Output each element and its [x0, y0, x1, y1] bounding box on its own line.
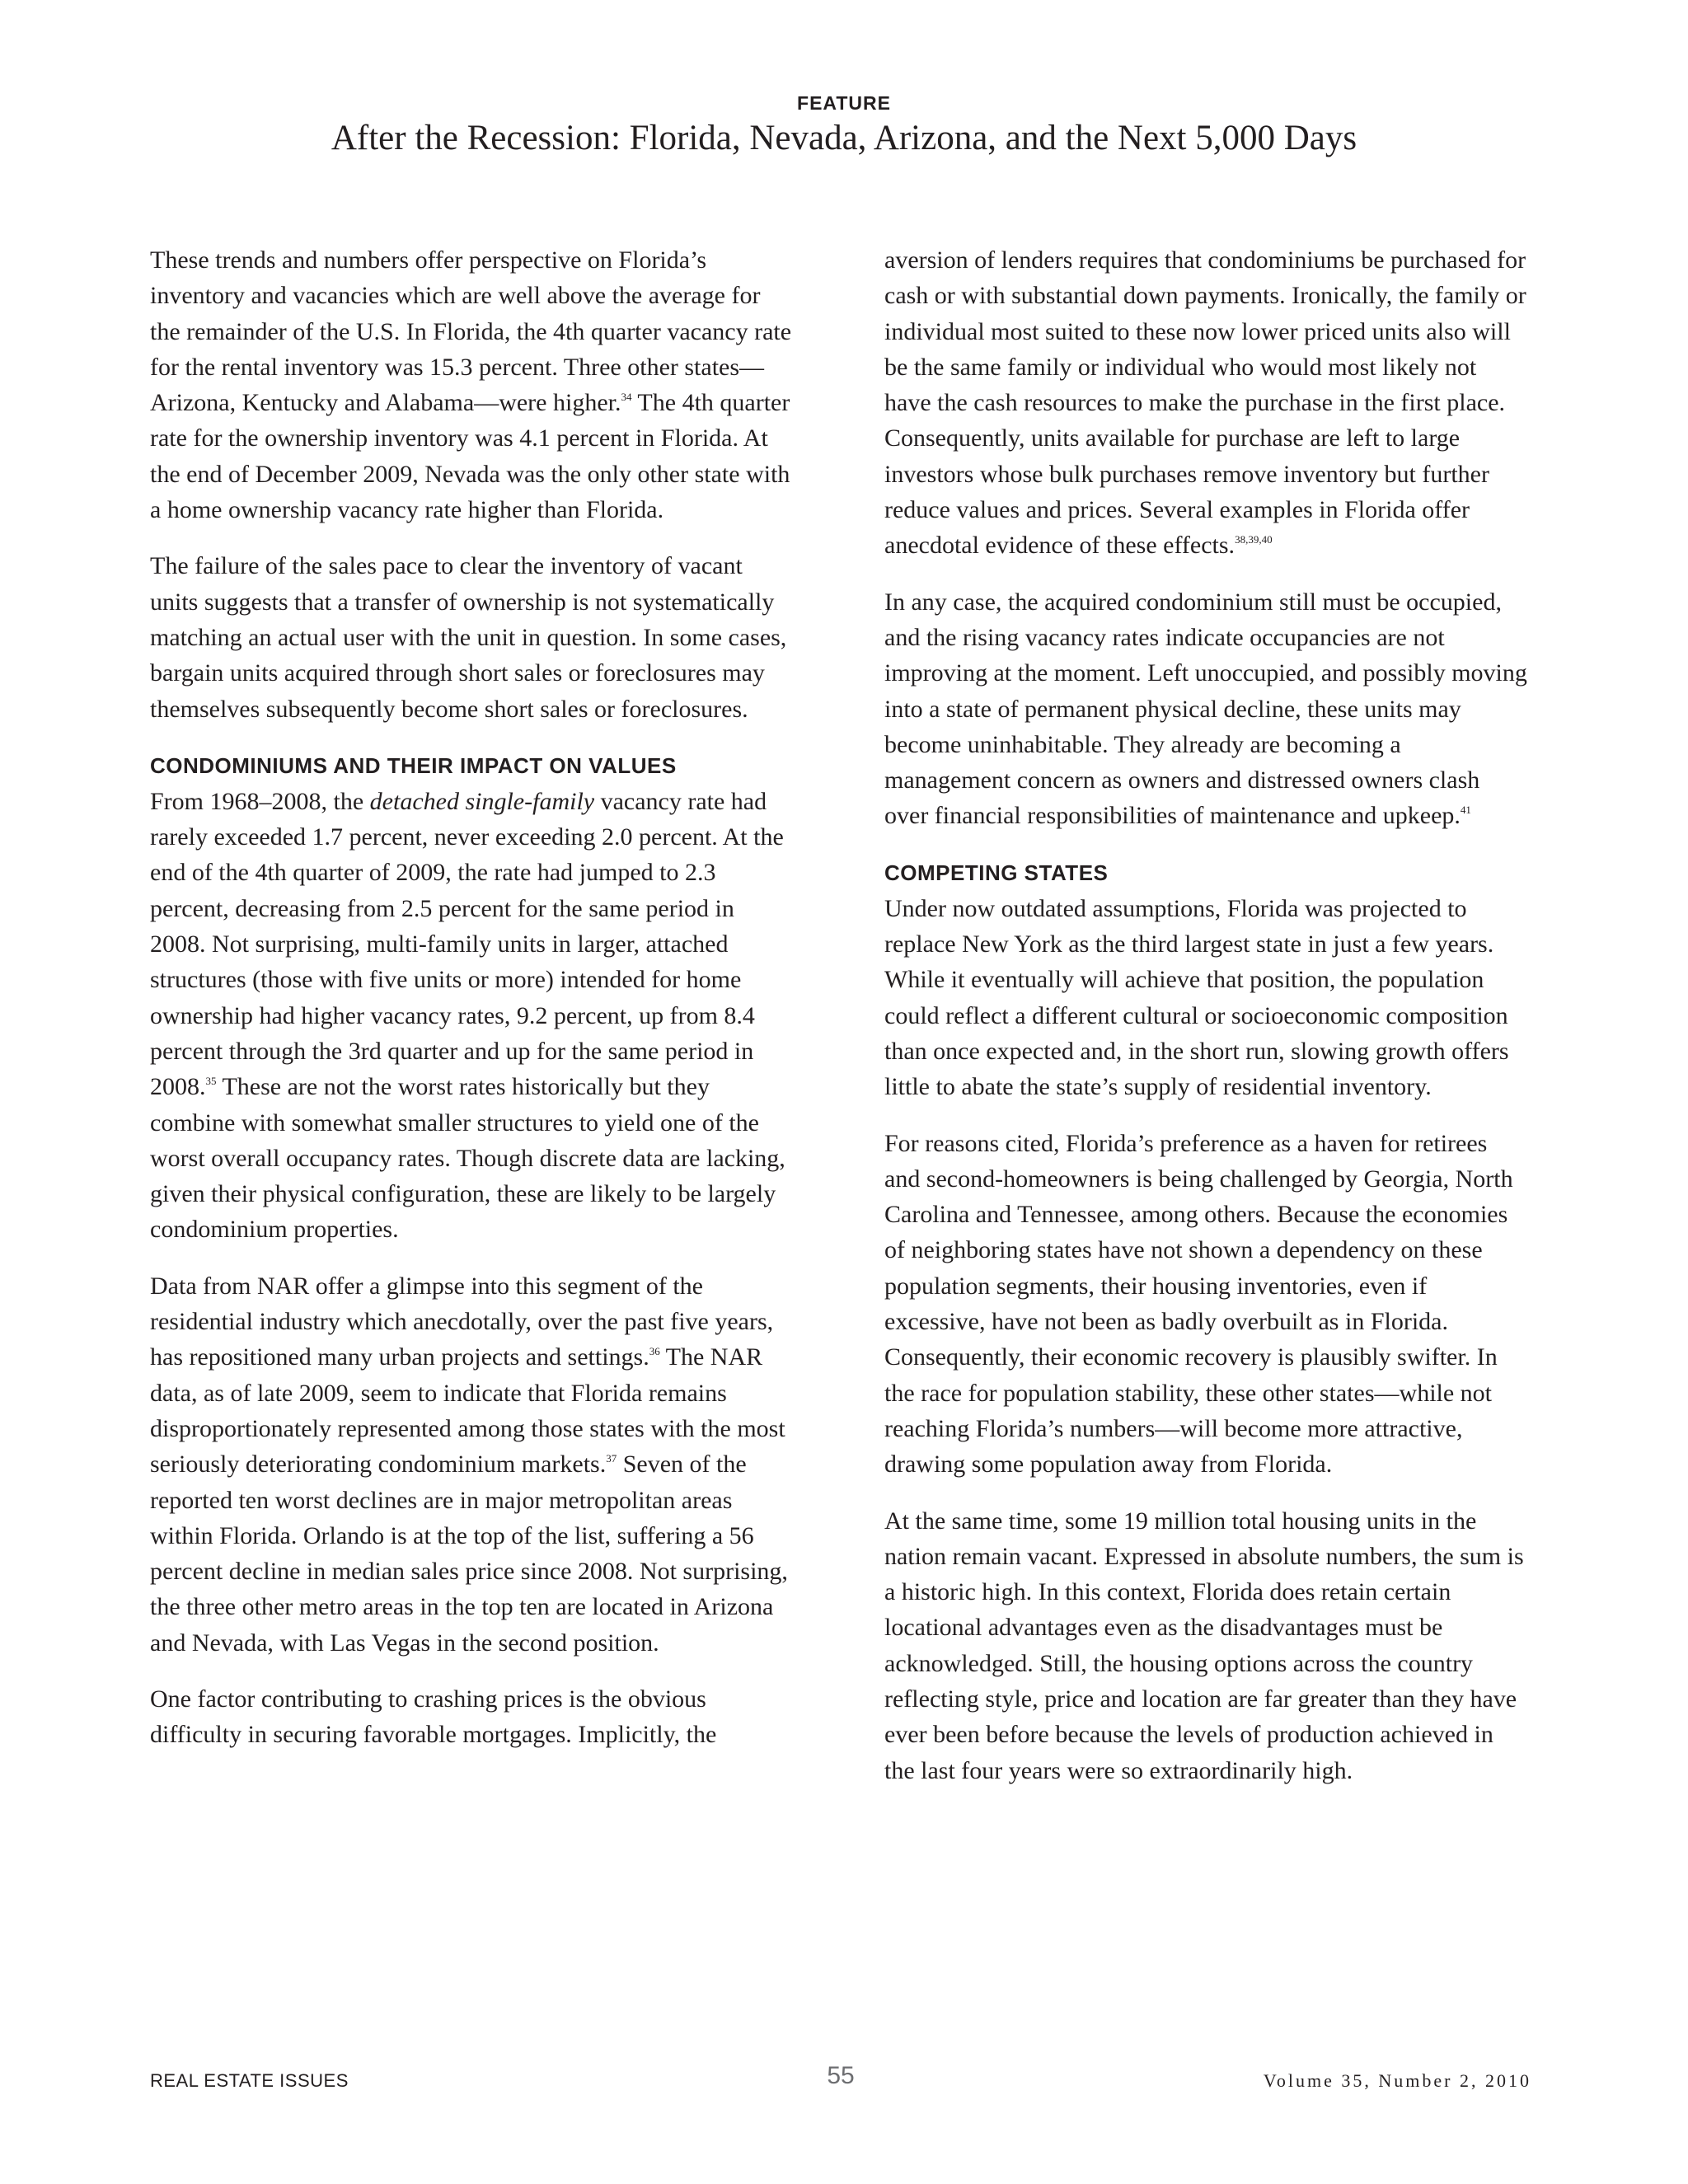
text-run: The NAR data, as of late 2009, seem to indicate that Florida remains disproportionately represented among those states with the most seriously deteriorating condominium markets. — [150, 1343, 785, 1479]
paragraph: At the same time, some 19 million total housing units in the nation remain vacant. Expressed in absolute numbers, the sum is a historic high. In this context, Florida does retain certain locational advantages even as the disadvantages must be acknowledged. Still, the housing options across the country reflecting style, price and location are far greater than they have ever been before because the levels of production achieved in the last four years were so extraordinarily high. — [884, 1507, 1524, 1784]
text-run: These trends and numbers offer perspective on Florida’s inventory and vacancies which are well above the average for the remainder of the U.S. In Florida, the 4th quarter vacancy rate for the rental inventory was 15.3 percent. Three other states—Arizona, Kentucky and Alabama—were higher. — [150, 246, 792, 417]
article-title: After the Recession: Florida, Nevada, Arizona, and the Next 5,000 Days — [331, 119, 1357, 157]
text-run: Data from NAR offer a glimpse into this segment of the residential industry which anecdotally, over the past five years, has repositioned many urban projects and settings. — [150, 1272, 774, 1371]
text-run: In any case, the acquired condominium still must be occupied, and the rising vacancy rates indicate occupancies are not improving at the moment. Left unoccupied, and possibly moving into a state of permanent physical decline, these units may become uninhabitable. They already are becoming a management concern as owners and distressed owners clash over financial responsibilities of maintenance and upkeep. — [884, 588, 1527, 830]
section-heading: CONDOMINIUMS AND THEIR IMPACT ON VALUES — [150, 752, 677, 778]
paragraph: The failure of the sales pace to clear the inventory of vacant units suggests that a transfer of ownership is not systematically matching an actual user with the unit in question. In some cases, bargain units acquired through short sales or foreclosures may themselves subsequently become short sales or foreclosures. — [150, 552, 787, 723]
page-number: 55 — [827, 2062, 855, 2089]
footnote-ref: 41 — [1460, 804, 1471, 817]
section-kicker: FEATURE — [797, 92, 891, 114]
paragraph — [884, 242, 1527, 564]
right-column — [884, 242, 1527, 1809]
paragraph — [884, 584, 1527, 834]
footnote-ref: 38,39,40 — [1235, 533, 1273, 546]
text-run: aversion of lenders requires that condominiums be purchased for cash or with substantial down payments. Ironically, the family or individual most suited to these now lower priced units also will be the same family or individual who would most likely not have the cash resources to make the purchase in the first place. Consequently, units available for purchase are left to large investors whose bulk purchases remove inventory but further reduce values and prices. Several examples in Florida offer anecdotal evidence of these effects. — [884, 246, 1526, 560]
footnote-ref: 35 — [205, 1075, 217, 1088]
footnote-ref: 36 — [649, 1345, 660, 1358]
text-run: Seven of the reported ten worst declines are in major metropolitan areas within Florida. Orlando is at the top of the list, suffering a 56 percent decline in median sales price since 2008. Not surprising, the three other metro areas in the top ten are located in Arizona and Nevada, with Las Vegas in the second position. — [150, 1451, 788, 1657]
text-run: From 1968–2008, the — [150, 787, 370, 815]
text-run: vacancy rate had rarely exceeded 1.7 percent, never exceeding 2.0 percent. At the end of the 4th quarter of 2009, the rate had jumped to 2.3 percent, decreasing from 2.5 percent for the same period in 2008. Not surprising, multi-family units in larger, attached structures (those with five units or more) intended for home ownership had higher vacancy rates, 9.2 percent, up from 8.4 percent through the 3rd quarter and up for the same period in 2008. — [150, 787, 784, 1101]
paragraph — [150, 1268, 793, 1661]
journal-name: REAL ESTATE ISSUES — [150, 2070, 349, 2091]
paragraph: For reasons cited, Florida’s preference as a haven for retirees and second-homeowners is being challenged by Georgia, North Carolina and Tennessee, among others. Because the economies of neighboring states have not shown a dependency on these population segments, their housing inventories, even if excessive, have not been as badly overbuilt as in Florida. Consequently, their economic recovery is plausibly swifter. In the race for population stability, these other states—while not reaching Florida’s numbers—will become more attractive, drawing some population away from Florida. — [884, 1129, 1513, 1479]
paragraph: Under now outdated assumptions, Florida was projected to replace New York as the third largest state in just a few years. While it eventually will achieve that position, the population could reflect a different cultural or socioeconomic composition than once expected and, in the short run, slowing growth offers little to abate the state’s supply of residential inventory. — [884, 894, 1509, 1101]
footnote-ref: 37 — [606, 1452, 617, 1465]
emphasis-text: detached single-family — [369, 787, 595, 815]
paragraph — [150, 242, 793, 527]
footnote-ref: 34 — [621, 391, 632, 404]
text-run: The 4th quarter rate for the ownership inventory was 4.1 percent in Florida. At the end of December 2009, Nevada was the only other state with a home ownership vacancy rate higher than Florida. — [150, 389, 790, 524]
paragraph — [150, 784, 793, 1248]
left-column — [150, 242, 793, 1774]
text-run: These are not the worst rates historically but they combine with somewhat smaller structures to yield one of the worst overall occupancy rates. Though discrete data are lacking, given their physical configuration, these are likely to be largely condominium properties. — [150, 1073, 785, 1244]
paragraph: One factor contributing to crashing prices is the obvious difficulty in securing favorable mortgages. Implicitly, the — [150, 1685, 717, 1749]
page-footer — [150, 2062, 1531, 2100]
section-heading: COMPETING STATES — [884, 860, 1109, 885]
page-header — [0, 92, 1688, 158]
volume-info: Volume 35, Number 2, 2010 — [1263, 2070, 1531, 2091]
